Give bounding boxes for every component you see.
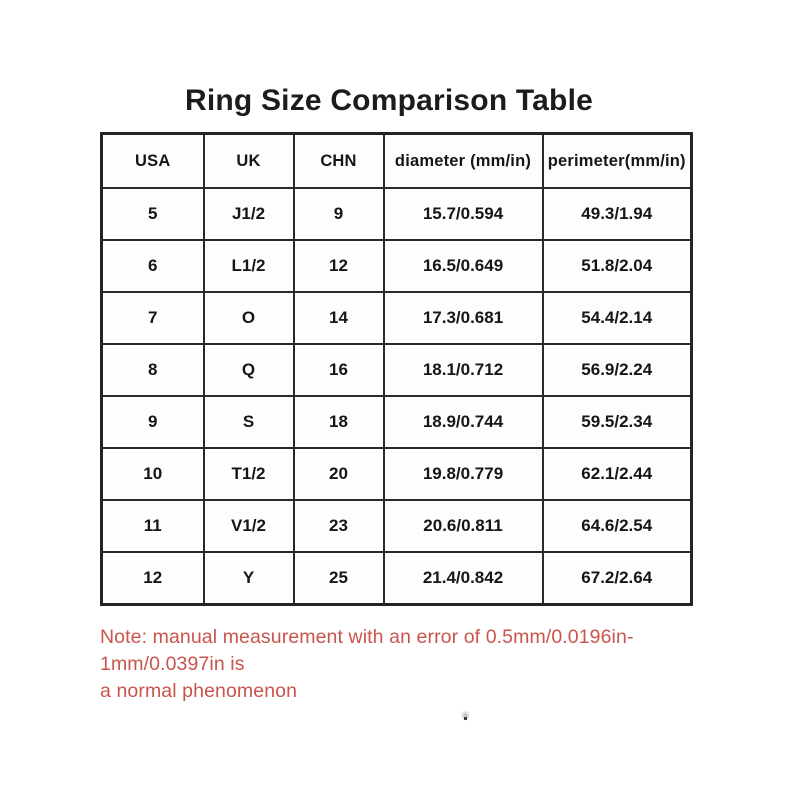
table-row bbox=[102, 240, 692, 292]
cell-uk: V1/2 bbox=[204, 500, 294, 552]
cell-usa: 8 bbox=[102, 344, 204, 396]
cell-uk: S bbox=[204, 396, 294, 448]
cell-diameter: 15.7/0.594 bbox=[384, 188, 543, 240]
cell-perimeter: 59.5/2.34 bbox=[543, 396, 692, 448]
cell-perimeter: 49.3/1.94 bbox=[543, 188, 692, 240]
column-header-usa: USA bbox=[102, 134, 204, 189]
cell-perimeter: 62.1/2.44 bbox=[543, 448, 692, 500]
artifact-smudge bbox=[461, 711, 470, 721]
table-row bbox=[102, 500, 692, 552]
cell-chn: 25 bbox=[294, 552, 384, 605]
page-title: Ring Size Comparison Table bbox=[184, 84, 594, 117]
cell-uk: J1/2 bbox=[204, 188, 294, 240]
cell-uk: Y bbox=[204, 552, 294, 605]
cell-usa: 10 bbox=[102, 448, 204, 500]
cell-diameter: 21.4/0.842 bbox=[384, 552, 543, 605]
cell-usa: 9 bbox=[102, 396, 204, 448]
cell-chn: 18 bbox=[294, 396, 384, 448]
cell-chn: 12 bbox=[294, 240, 384, 292]
cell-uk: L1/2 bbox=[204, 240, 294, 292]
cell-usa: 12 bbox=[102, 552, 204, 605]
column-header-perimeter: perimeter(mm/in) bbox=[543, 134, 692, 189]
cell-diameter: 20.6/0.811 bbox=[384, 500, 543, 552]
table-row bbox=[102, 188, 692, 240]
cell-chn: 9 bbox=[294, 188, 384, 240]
cell-diameter: 19.8/0.779 bbox=[384, 448, 543, 500]
cell-perimeter: 54.4/2.14 bbox=[543, 292, 692, 344]
cell-chn: 14 bbox=[294, 292, 384, 344]
column-header-diameter: diameter (mm/in) bbox=[384, 134, 543, 189]
cell-uk: T1/2 bbox=[204, 448, 294, 500]
table-row bbox=[102, 448, 692, 500]
table-row bbox=[102, 396, 692, 448]
cell-uk: Q bbox=[204, 344, 294, 396]
cell-usa: 6 bbox=[102, 240, 204, 292]
measurement-note-line-1: Note: manual measurement with an error of 0.5mm/0.0196in-1mm/0.0397in is bbox=[100, 626, 634, 675]
cell-perimeter: 51.8/2.04 bbox=[543, 240, 692, 292]
cell-perimeter: 64.6/2.54 bbox=[543, 500, 692, 552]
cell-usa: 5 bbox=[102, 188, 204, 240]
column-header-uk: UK bbox=[204, 134, 294, 189]
column-header-chn: CHN bbox=[294, 134, 384, 189]
cell-usa: 7 bbox=[102, 292, 204, 344]
header-row bbox=[102, 134, 692, 189]
cell-chn: 23 bbox=[294, 500, 384, 552]
cell-diameter: 18.9/0.744 bbox=[384, 396, 543, 448]
cell-perimeter: 67.2/2.64 bbox=[543, 552, 692, 605]
cell-usa: 11 bbox=[102, 500, 204, 552]
cell-diameter: 18.1/0.712 bbox=[384, 344, 543, 396]
cell-uk: O bbox=[204, 292, 294, 344]
ring-size-comparison-table bbox=[100, 132, 693, 606]
table-row bbox=[102, 344, 692, 396]
cell-chn: 16 bbox=[294, 344, 384, 396]
cell-diameter: 16.5/0.649 bbox=[384, 240, 543, 292]
measurement-note-line-2: a normal phenomenon bbox=[100, 680, 298, 702]
cell-chn: 20 bbox=[294, 448, 384, 500]
table-row bbox=[102, 292, 692, 344]
table-row bbox=[102, 552, 692, 605]
cell-diameter: 17.3/0.681 bbox=[384, 292, 543, 344]
measurement-note bbox=[100, 624, 700, 705]
cell-perimeter: 56.9/2.24 bbox=[543, 344, 692, 396]
